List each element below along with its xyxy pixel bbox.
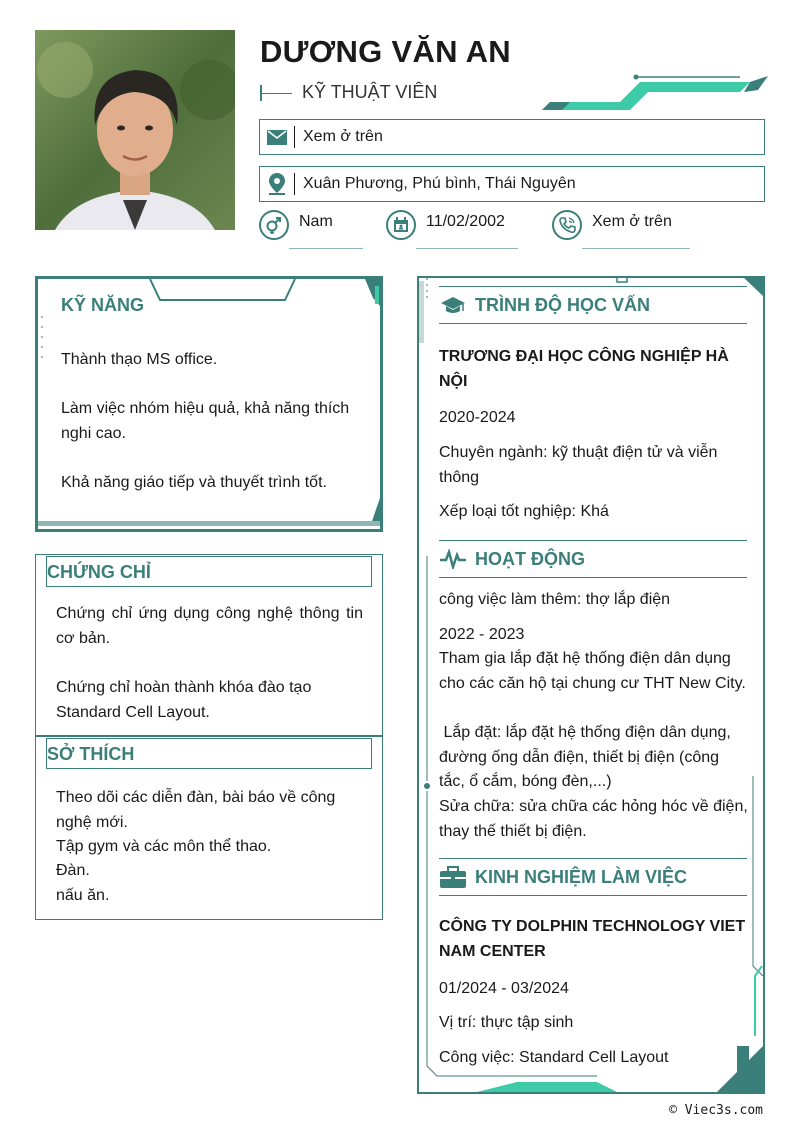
experience-company: CÔNG TY DOLPHIN TECHNOLOGY VIET NAM CENTER (439, 918, 746, 960)
education-grade: Xếp loại tốt nghiệp: Khá (439, 503, 609, 520)
phone-underline (582, 248, 690, 249)
experience-work: Công việc: Standard Cell Layout (439, 1049, 669, 1066)
skill-item: Thành thạo MS office. (61, 351, 218, 368)
skills-heading: KỸ NĂNG (61, 295, 145, 315)
activities-heading: HOẠT ĐỘNG (475, 548, 585, 569)
phone-icon (552, 210, 582, 240)
education-heading: TRÌNH ĐỘ HỌC VẤN (475, 294, 650, 315)
title-tick-decoration (260, 83, 294, 103)
gender-value: Nam (299, 213, 333, 230)
activity-install: Lắp đặt: lắp đặt hệ thống điện dân dụng, đường ống dẫn điện, thiết bị điện (công tắc, ổ cắm, bóng đèn,...) (439, 724, 736, 790)
footer-credit: © Viec3s.com (669, 1103, 763, 1118)
certificate-item: Chứng chỉ ứng dụng công nghệ thông tin cơ bản. (56, 605, 363, 647)
activity-repair: Sửa chữa: sửa chữa các hỏng hóc về điện, thay thế thiết bị điện. (439, 798, 748, 840)
profile-photo (35, 30, 235, 230)
activities-heading-bar (439, 540, 747, 578)
address-field (259, 166, 765, 202)
briefcase-icon (439, 863, 467, 891)
address-value: Xuân Phương, Phú bình, Thái Nguyên (303, 175, 576, 192)
pulse-icon (439, 545, 467, 573)
birthday-underline (416, 248, 518, 249)
job-title-line (260, 82, 437, 103)
experience-heading-bar (439, 858, 747, 896)
email-value: Xem ở trên (303, 128, 383, 145)
birthday-info (386, 210, 505, 240)
skill-item: Làm việc nhóm hiệu quả, khả năng thích nghi cao. (61, 400, 350, 442)
activity-description: Tham gia lắp đặt hệ thống điện dân dụng cho các căn hộ tại chung cư THT New City. (439, 650, 746, 692)
candidate-name: DƯƠNG VĂN AN (260, 34, 511, 69)
activity-period: 2022 - 2023 (439, 626, 525, 643)
certificates-heading: CHỨNG CHỈ (47, 562, 151, 582)
gender-underline (289, 248, 363, 249)
activity-role: công việc làm thêm: thợ lắp điện (439, 591, 671, 608)
graduation-cap-icon (439, 291, 467, 319)
education-school: TRƯƠNG ĐẠI HỌC CÔNG NGHIỆP HÀ NỘI (439, 348, 729, 390)
hobbies-heading-box (46, 738, 372, 769)
envelope-icon (260, 120, 294, 154)
gender-info (259, 210, 333, 240)
hobbies-heading: SỞ THÍCH (47, 744, 135, 764)
education-period: 2020-2024 (439, 409, 516, 426)
phone-value: Xem ở trên (592, 213, 672, 230)
location-pin-icon (260, 167, 294, 201)
phone-info (552, 210, 672, 240)
birthday-value: 11/02/2002 (426, 213, 505, 230)
right-column (417, 276, 765, 1094)
hobby-line: Đàn. (56, 862, 90, 879)
certificate-item: Chứng chỉ hoàn thành khóa đào tạo Standard Cell Layout. (56, 679, 312, 721)
skills-section (35, 276, 383, 532)
experience-heading: KINH NGHIỆM LÀM VIỆC (475, 866, 688, 887)
field-separator (294, 126, 295, 148)
hobby-line: Theo dõi các diễn đàn, bài báo về công nghệ mới. (56, 789, 336, 831)
hobbies-section (35, 736, 383, 920)
circuit-decoration (540, 74, 770, 114)
gender-icon (259, 210, 289, 240)
certificates-section (35, 554, 383, 736)
job-title: KỸ THUẬT VIÊN (302, 82, 438, 102)
skill-item: Khả năng giáo tiếp và thuyết trình tốt. (61, 474, 327, 491)
certificates-heading-box (46, 556, 372, 587)
education-major: Chuyên ngành: kỹ thuật điện tử và viễn thông (439, 444, 718, 486)
hobby-line: nấu ăn. (56, 887, 110, 904)
experience-position: Vị trí: thực tập sinh (439, 1014, 574, 1031)
email-field (259, 119, 765, 155)
education-heading-bar (439, 286, 747, 324)
hobby-line: Tập gym và các môn thể thao. (56, 838, 272, 855)
field-separator (294, 173, 295, 195)
calendar-icon (386, 210, 416, 240)
experience-period: 01/2024 - 03/2024 (439, 980, 569, 997)
